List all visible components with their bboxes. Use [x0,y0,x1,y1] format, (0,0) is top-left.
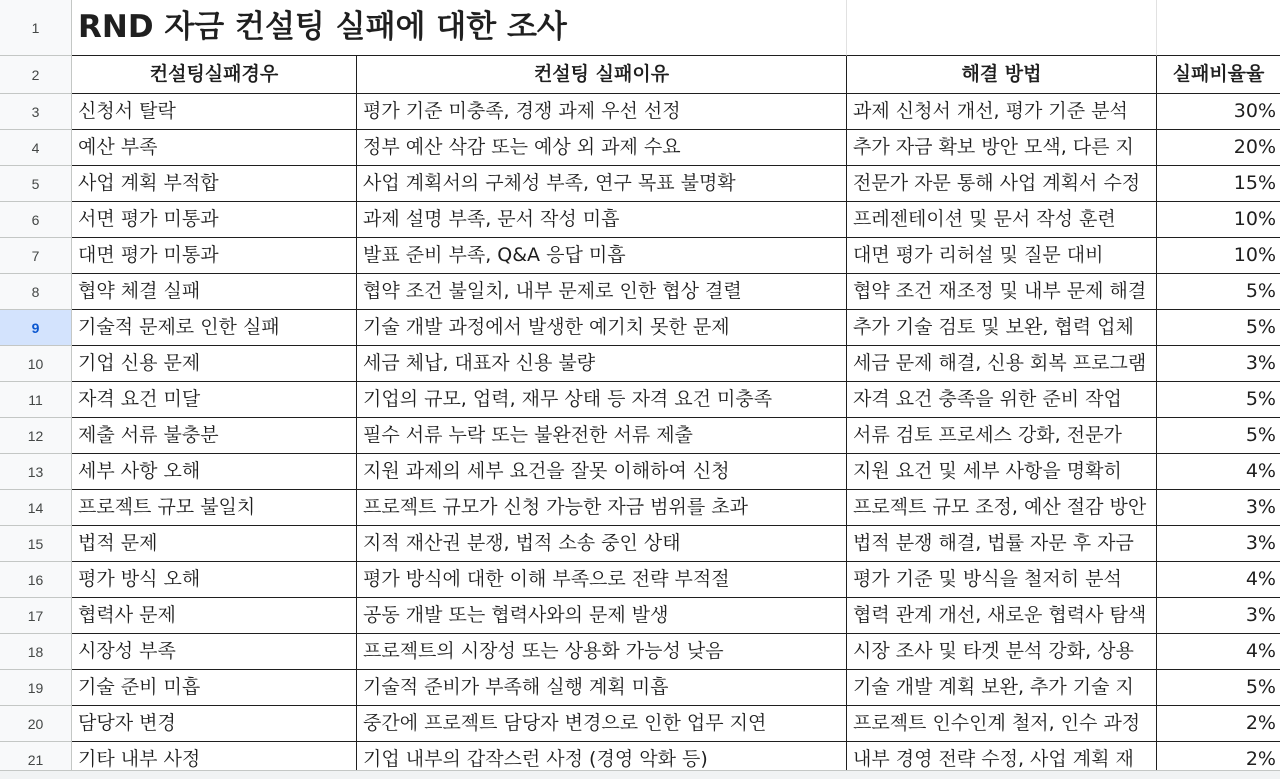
table-row [0,274,1280,310]
solution-cell[interactable]: 법적 분쟁 해결, 법률 자문 후 자금 [847,526,1157,562]
table-row [0,166,1280,202]
column-header-rate[interactable]: 실패비율율 [1157,56,1280,94]
rate-cell[interactable]: 3% [1157,490,1280,526]
reason-cell[interactable]: 공동 개발 또는 협력사와의 문제 발생 [357,598,847,634]
solution-cell[interactable]: 프로젝트 규모 조정, 예산 절감 방안 [847,490,1157,526]
row-header[interactable]: 19 [0,670,72,706]
solution-cell[interactable]: 내부 경영 전략 수정, 사업 계획 재 [847,742,1157,770]
rate-cell[interactable]: 30% [1157,94,1280,130]
case-cell[interactable]: 신청서 탈락 [72,94,357,130]
rate-cell[interactable]: 3% [1157,526,1280,562]
rate-cell[interactable]: 20% [1157,130,1280,166]
reason-cell[interactable]: 기업 내부의 갑작스런 사정 (경영 악화 등) [357,742,847,770]
row-header[interactable]: 20 [0,706,72,742]
solution-cell[interactable]: 기술 개발 계획 보완, 추가 기술 지 [847,670,1157,706]
table-row [0,130,1280,166]
rate-cell[interactable]: 5% [1157,274,1280,310]
reason-cell[interactable]: 평가 방식에 대한 이해 부족으로 전략 부적절 [357,562,847,598]
solution-cell[interactable]: 협약 조건 재조정 및 내부 문제 해결 [847,274,1157,310]
column-header-solution[interactable]: 해결 방법 [847,56,1157,94]
sheet-title-cell[interactable]: RND 자금 컨설팅 실패에 대한 조사 [72,0,847,56]
row-header[interactable]: 4 [0,130,72,166]
rate-cell[interactable]: 2% [1157,742,1280,770]
table-row [0,562,1280,598]
row-header[interactable]: 13 [0,454,72,490]
table-row [0,526,1280,562]
case-cell[interactable]: 평가 방식 오해 [72,562,357,598]
row-header[interactable]: 16 [0,562,72,598]
reason-cell[interactable]: 지적 재산권 분쟁, 법적 소송 중인 상태 [357,526,847,562]
rate-cell[interactable]: 10% [1157,238,1280,274]
solution-cell[interactable]: 추가 자금 확보 방안 모색, 다른 지 [847,130,1157,166]
case-cell[interactable]: 사업 계획 부적합 [72,166,357,202]
case-cell[interactable]: 협약 체결 실패 [72,274,357,310]
case-cell[interactable]: 프로젝트 규모 불일치 [72,490,357,526]
rate-cell[interactable]: 5% [1157,670,1280,706]
table-row [0,490,1280,526]
case-cell[interactable]: 기술 준비 미흡 [72,670,357,706]
reason-cell[interactable]: 세금 체납, 대표자 신용 불량 [357,346,847,382]
rate-cell[interactable]: 5% [1157,418,1280,454]
reason-cell[interactable]: 기업의 규모, 업력, 재무 상태 등 자격 요건 미충족 [357,382,847,418]
case-cell[interactable]: 법적 문제 [72,526,357,562]
table-row [0,238,1280,274]
case-cell[interactable]: 세부 사항 오해 [72,454,357,490]
table-row [0,706,1280,742]
rate-cell[interactable]: 15% [1157,166,1280,202]
sheet-row-2 [0,56,1280,94]
solution-cell[interactable]: 서류 검토 프로세스 강화, 전문가 [847,418,1157,454]
table-row [0,346,1280,382]
column-header-reason[interactable]: 컨설팅 실패이유 [357,56,847,94]
rate-cell[interactable]: 5% [1157,310,1280,346]
table-row [0,310,1280,346]
rate-cell[interactable]: 4% [1157,562,1280,598]
row-header[interactable]: 21 [0,742,72,770]
reason-cell[interactable]: 중간에 프로젝트 담당자 변경으로 인한 업무 지연 [357,706,847,742]
reason-cell[interactable]: 프로젝트 규모가 신청 가능한 자금 범위를 초과 [357,490,847,526]
table-row [0,670,1280,706]
table-row [0,742,1280,770]
table-row [0,382,1280,418]
case-cell[interactable]: 시장성 부족 [72,634,357,670]
reason-cell[interactable]: 평가 기준 미충족, 경쟁 과제 우선 선정 [357,94,847,130]
table-row [0,418,1280,454]
rate-cell[interactable]: 2% [1157,706,1280,742]
case-cell[interactable]: 협력사 문제 [72,598,357,634]
case-cell[interactable]: 예산 부족 [72,130,357,166]
case-cell[interactable]: 기타 내부 사정 [72,742,357,770]
column-header-case[interactable]: 컨설팅실패경우 [72,56,357,94]
empty-cell[interactable] [847,0,1157,56]
row-header[interactable]: 3 [0,94,72,130]
row-header[interactable]: 17 [0,598,72,634]
rate-cell[interactable]: 5% [1157,382,1280,418]
solution-cell[interactable]: 평가 기준 및 방식을 철저히 분석 [847,562,1157,598]
row-header[interactable]: 14 [0,490,72,526]
table-row [0,454,1280,490]
rate-cell[interactable]: 4% [1157,454,1280,490]
table-row [0,202,1280,238]
reason-cell[interactable]: 사업 계획서의 구체성 부족, 연구 목표 불명확 [357,166,847,202]
solution-cell[interactable]: 지원 요건 및 세부 사항을 명확히 [847,454,1157,490]
row-header[interactable]: 8 [0,274,72,310]
reason-cell[interactable]: 기술적 준비가 부족해 실행 계획 미흡 [357,670,847,706]
solution-cell[interactable]: 전문가 자문 통해 사업 계획서 수정 [847,166,1157,202]
reason-cell[interactable]: 기술 개발 과정에서 발생한 예기치 못한 문제 [357,310,847,346]
rate-cell[interactable]: 4% [1157,634,1280,670]
empty-cell[interactable] [1157,0,1280,56]
row-header-2[interactable]: 2 [0,56,72,94]
reason-cell[interactable]: 협약 조건 불일치, 내부 문제로 인한 협상 결렬 [357,274,847,310]
solution-cell[interactable]: 추가 기술 검토 및 보완, 협력 업체 [847,310,1157,346]
reason-cell[interactable]: 필수 서류 누락 또는 불완전한 서류 제출 [357,418,847,454]
row-header[interactable]: 15 [0,526,72,562]
case-cell[interactable]: 대면 평가 미통과 [72,238,357,274]
row-header[interactable]: 18 [0,634,72,670]
reason-cell[interactable]: 지원 과제의 세부 요건을 잘못 이해하여 신청 [357,454,847,490]
solution-cell[interactable]: 자격 요건 충족을 위한 준비 작업 [847,382,1157,418]
solution-cell[interactable]: 대면 평가 리허설 및 질문 대비 [847,238,1157,274]
row-header[interactable]: 5 [0,166,72,202]
case-cell[interactable]: 제출 서류 불충분 [72,418,357,454]
row-header[interactable]: 6 [0,202,72,238]
case-cell[interactable]: 기술적 문제로 인한 실패 [72,310,357,346]
case-cell[interactable]: 담당자 변경 [72,706,357,742]
row-header[interactable]: 11 [0,382,72,418]
row-header[interactable]: 12 [0,418,72,454]
rate-cell[interactable]: 3% [1157,598,1280,634]
reason-cell[interactable]: 프로젝트의 시장성 또는 상용화 가능성 낮음 [357,634,847,670]
solution-cell[interactable]: 협력 관계 개선, 새로운 협력사 탐색 [847,598,1157,634]
table-row [0,598,1280,634]
reason-cell[interactable]: 발표 준비 부족, Q&A 응답 미흡 [357,238,847,274]
row-header[interactable]: 9 [0,310,72,346]
solution-cell[interactable]: 과제 신청서 개선, 평가 기준 분석 [847,94,1157,130]
solution-cell[interactable]: 세금 문제 해결, 신용 회복 프로그램 [847,346,1157,382]
row-header[interactable]: 10 [0,346,72,382]
case-cell[interactable]: 서면 평가 미통과 [72,202,357,238]
solution-cell[interactable]: 시장 조사 및 타겟 분석 강화, 상용 [847,634,1157,670]
row-header-1[interactable]: 1 [0,0,72,56]
reason-cell[interactable]: 정부 예산 삭감 또는 예상 외 과제 수요 [357,130,847,166]
table-row [0,634,1280,670]
case-cell[interactable]: 기업 신용 문제 [72,346,357,382]
rate-cell[interactable]: 3% [1157,346,1280,382]
solution-cell[interactable]: 프로젝트 인수인계 철저, 인수 과정 [847,706,1157,742]
rate-cell[interactable]: 10% [1157,202,1280,238]
sheet-row-1 [0,0,1280,56]
solution-cell[interactable]: 프레젠테이션 및 문서 작성 훈련 [847,202,1157,238]
reason-cell[interactable]: 과제 설명 부족, 문서 작성 미흡 [357,202,847,238]
row-header[interactable]: 7 [0,238,72,274]
case-cell[interactable]: 자격 요건 미달 [72,382,357,418]
table-row [0,94,1280,130]
